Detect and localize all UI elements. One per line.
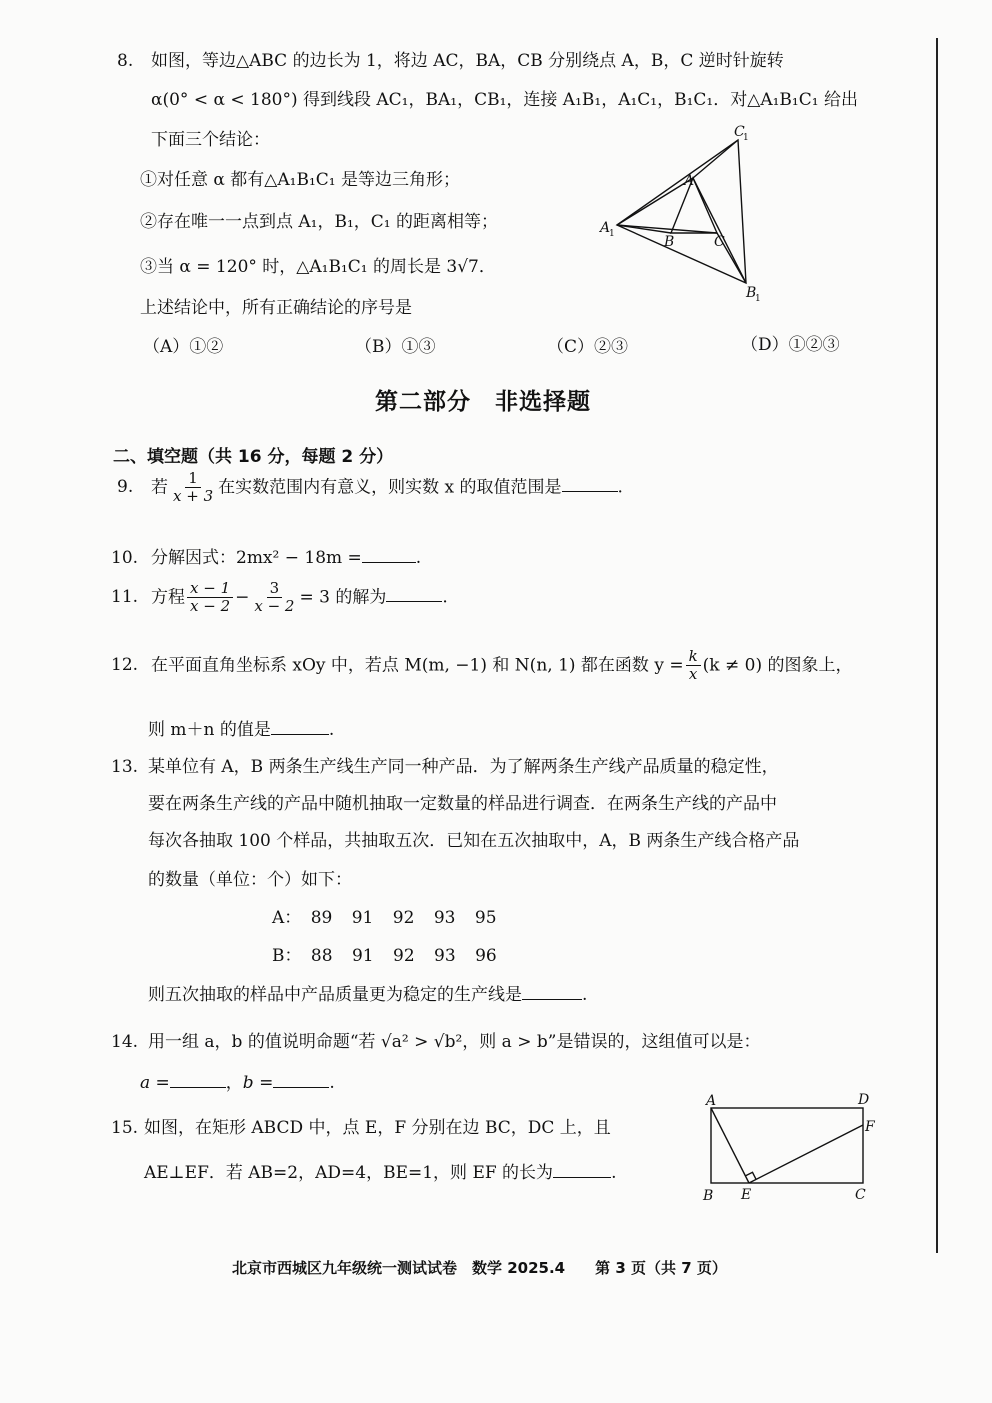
- q8-line3: 下面三个结论：: [151, 130, 270, 150]
- q15-line2: AE⊥EF．若 AB=2，AD=4，BE=1，则 EF 的长为 .: [144, 1158, 616, 1183]
- q15-answer-blank[interactable]: [553, 1160, 611, 1178]
- rectangle-abcd: [711, 1108, 863, 1183]
- q8-option-d: （D）①②③: [741, 335, 840, 355]
- fig8-label-a: A: [684, 173, 695, 189]
- q14-line2: a = ，b = .: [140, 1068, 335, 1093]
- q8-conclusion-1: ①对任意 α 都有△A₁B₁C₁ 是等边三角形；: [140, 170, 460, 190]
- q15-line1: 15. 如图，在矩形 ABCD 中，点 E，F 分别在边 BC，DC 上，且: [111, 1118, 611, 1138]
- page-footer: 北京市西城区九年级统一测试试卷 数学 2025.4 第 3 页（共 7 页）: [232, 1259, 727, 1277]
- q8-line2: α(0° < α < 180°) 得到线段 AC₁，BA₁，CB₁，连接 A₁B₁，A₁C₁，B₁C₁．对△A₁B₁C₁ 给出: [151, 90, 858, 110]
- part2-title: 第二部分 非选择题: [375, 389, 591, 415]
- q9: 9. 若 $\frac{1}{x + 3}$ 在实数范围内有意义，则实数 x 的取值范围是 .: [117, 469, 623, 506]
- section2-heading: 二、填空题（共 16 分，每题 2 分）: [113, 447, 394, 467]
- q8-conclusion-2: ②存在唯一一点到点 A₁，B₁，C₁ 的距离相等；: [140, 212, 499, 232]
- fig15-label-a: A: [706, 1093, 717, 1109]
- q10: 10. 分解因式：2mx² − 18m = .: [111, 543, 421, 568]
- q8-line1: [117, 46, 784, 71]
- q14-line1: 14. 用一组 a，b 的值说明命题“若 √a² > √b²，则 a > b”是错误的，这组值可以是：: [111, 1032, 761, 1052]
- q8-prompt: 上述结论中，所有正确结论的序号是: [140, 298, 412, 318]
- q8-option-b: （B）①③: [355, 337, 436, 357]
- q12-line2: 则 m＋n 的值是 .: [148, 715, 334, 740]
- fig15-label-b: B: [703, 1188, 714, 1204]
- q11: 11. 方程 $\frac{x - 1}{x - 2}$ − $\frac{3}{x - 2}$ = 3 的解为 .: [111, 579, 448, 616]
- q13-line2: 要在两条生产线的产品中随机抽取一定数量的样品进行调查．在两条生产线的产品中: [148, 794, 777, 814]
- fig15-label-e: E: [741, 1187, 752, 1203]
- margin-line: [936, 38, 938, 1253]
- segment-ef: [749, 1125, 863, 1183]
- fig8-label-c: C: [714, 234, 725, 250]
- q8-triangle-figure: [596, 120, 776, 305]
- q14-a-blank[interactable]: [170, 1070, 226, 1088]
- q8-text1: 如图，等边△ABC 的边长为 1，将边 AC，BA，CB 分别绕点 A，B，C 逆时针旋转: [151, 51, 784, 71]
- svg-text:1: 1: [609, 229, 615, 239]
- fig15-label-d: D: [858, 1092, 870, 1108]
- q15-rectangle-figure: [700, 1090, 880, 1205]
- q13-answer-blank[interactable]: [522, 982, 582, 1000]
- q13-row-a: A： 89 91 92 93 95: [272, 908, 497, 928]
- fig8-label-b: B: [664, 234, 675, 250]
- svg-text:1: 1: [755, 294, 761, 304]
- q14-b-blank[interactable]: [273, 1070, 329, 1088]
- q11-answer-blank[interactable]: [386, 584, 442, 602]
- triangle-a1b1c1: [617, 140, 746, 283]
- q12-line1: 12. 在平面直角坐标系 xOy 中，若点 M(m, −1) 和 N(n, 1) 都在函数 y = $\frac{k}{x}$ (k ≠ 0) 的图象上，: [111, 647, 853, 684]
- svg-text:1: 1: [743, 133, 749, 143]
- q13-line1: 13. 某单位有 A，B 两条生产线生产同一种产品．为了解两条生产线产品质量的稳定性，: [111, 757, 779, 777]
- q10-answer-blank[interactable]: [362, 545, 416, 563]
- q9-fraction: $\frac{1}{x + 3}$: [173, 469, 214, 506]
- q13-question: 则五次抽取的样品中产品质量更为稳定的生产线是 .: [148, 980, 587, 1005]
- q13-line3: 每次各抽取 100 个样品，共抽取五次．已知在五次抽取中，A，B 两条生产线合格产品: [148, 831, 800, 851]
- fig8-label-c1: C: [734, 124, 745, 140]
- q8-number: 8.: [117, 51, 134, 71]
- fig8-label-b1: B: [746, 285, 757, 301]
- q9-answer-blank[interactable]: [562, 474, 618, 492]
- q8-option-a: （A）①②: [143, 337, 224, 357]
- fig15-label-c: C: [855, 1187, 866, 1203]
- q13-row-b: B： 88 91 92 93 96: [272, 946, 497, 966]
- fig8-label-a1: A: [600, 220, 611, 236]
- q8-option-c: （C）②③: [547, 337, 629, 357]
- segment-ae: [711, 1108, 749, 1183]
- q12-answer-blank[interactable]: [271, 717, 329, 735]
- fig15-label-f: F: [865, 1119, 875, 1135]
- q13-line4: 的数量（单位：个）如下：: [148, 870, 352, 890]
- q8-conclusion-3: ③当 α = 120° 时，△A₁B₁C₁ 的周长是 3√7．: [140, 257, 496, 277]
